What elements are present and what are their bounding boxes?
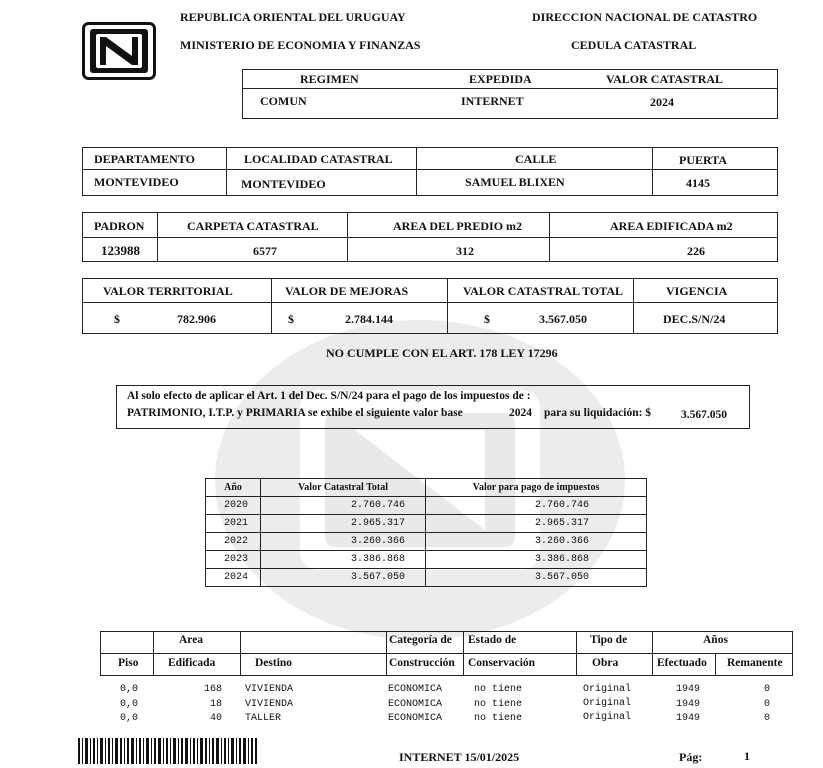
building-piso: 0,0: [120, 684, 139, 695]
summary-regimen-value: COMUN: [260, 94, 307, 108]
tax-box-year: 2024: [509, 407, 532, 419]
document-title: CEDULA CATASTRAL: [571, 38, 697, 52]
padron-value: 123988: [101, 243, 140, 258]
compliance-notice: NO CUMPLE CON EL ART. 178 LEY 17296: [326, 346, 558, 360]
building-estado: no tiene: [474, 684, 523, 695]
territorial-value: 782.906: [177, 312, 216, 326]
barcode-icon: [78, 738, 258, 764]
table-row: [206, 533, 647, 551]
buildings-h-conservacion: Conservación: [468, 657, 536, 669]
building-categoria: ECONOMICA: [388, 699, 443, 710]
building-destino: VIVIENDA: [245, 684, 294, 695]
values-box: [82, 278, 778, 334]
departamento-value: MONTEVIDEO: [94, 175, 179, 189]
building-categoria: ECONOMICA: [388, 684, 443, 695]
building-destino: TALLER: [245, 713, 282, 724]
building-area: 168: [204, 684, 223, 695]
building-remanente: 0: [764, 684, 771, 695]
ministry-name: MINISTERIO DE ECONOMIA Y FINANZAS: [180, 38, 421, 52]
mejoras-currency: $: [288, 312, 294, 326]
vigencia-value: DEC.S/N/24: [663, 312, 726, 326]
history-total: 3.260.366: [261, 533, 426, 551]
building-tipo: Original: [583, 698, 632, 709]
summary-box: [242, 69, 778, 119]
summary-expedida-value: INTERNET: [461, 94, 524, 108]
building-destino: VIVIENDA: [245, 699, 294, 710]
building-remanente: 0: [764, 699, 771, 710]
tax-box-line2: PATRIMONIO, I.T.P. y PRIMARIA se exhibe el siguiente valor base: [127, 407, 463, 419]
parcel-label-carpeta: CARPETA CATASTRAL: [187, 219, 319, 233]
tax-base-box: [116, 385, 750, 429]
buildings-h-remanente: Remanente: [727, 657, 783, 669]
total-value: 3.567.050: [539, 312, 587, 326]
tax-box-liquidacion: para su liquidación: $: [544, 407, 652, 419]
history-total: 3.386.868: [261, 551, 426, 569]
history-year: 2024: [206, 569, 261, 587]
total-currency: $: [484, 312, 490, 326]
footer-issued: INTERNET 15/01/2025: [399, 750, 520, 764]
building-estado: no tiene: [474, 713, 523, 724]
history-tax: 2.760.746: [426, 497, 647, 515]
buildings-h-efectuado: Efectuado: [657, 657, 707, 669]
mejoras-value: 2.784.144: [345, 312, 393, 326]
building-estado: no tiene: [474, 699, 523, 710]
history-tax: 3.567.050: [426, 569, 647, 587]
history-header-row: [206, 479, 647, 497]
location-box: [82, 147, 778, 196]
catastro-logo-icon: [82, 22, 156, 80]
history-header-tax: Valor para pago de impuestos: [426, 479, 647, 497]
parcel-box: [82, 212, 778, 262]
history-total: 3.567.050: [261, 569, 426, 587]
building-piso: 0,0: [120, 699, 139, 710]
location-label-localidad: LOCALIDAD CATASTRAL: [244, 152, 393, 166]
values-label-territorial: VALOR TERRITORIAL: [103, 284, 233, 298]
tax-box-amount: 3.567.050: [681, 409, 727, 421]
history-tax: 2.965.317: [426, 515, 647, 533]
history-total: 2.760.746: [261, 497, 426, 515]
localidad-value: MONTEVIDEO: [241, 177, 326, 191]
history-year: 2023: [206, 551, 261, 569]
footer-page-number: 1: [744, 749, 750, 763]
table-row: [206, 569, 647, 587]
values-label-total: VALOR CATASTRAL TOTAL: [463, 284, 624, 298]
parcel-label-area-edificada: AREA EDIFICADA m2: [610, 219, 733, 233]
summary-valor-value: 2024: [650, 95, 674, 109]
calle-value: SAMUEL BLIXEN: [465, 175, 565, 189]
buildings-header-box: [100, 631, 793, 676]
building-tipo: Original: [583, 684, 632, 695]
republic-name: REPUBLICA ORIENTAL DEL URUGUAY: [180, 10, 406, 24]
agency-name: DIRECCION NACIONAL DE CATASTRO: [532, 10, 758, 24]
location-label-puerta: PUERTA: [679, 153, 728, 167]
building-area: 40: [210, 713, 223, 724]
location-label-calle: CALLE: [515, 152, 557, 166]
summary-label-expedida: EXPEDIDA: [469, 72, 532, 86]
table-row: [206, 551, 647, 569]
buildings-h-destino: Destino: [255, 657, 293, 669]
buildings-h-categoria: Categoría de: [389, 634, 452, 646]
building-efectuado: 1949: [676, 684, 701, 695]
buildings-h-construccion: Construcción: [389, 657, 455, 669]
parcel-label-area-predio: AREA DEL PREDIO m2: [393, 219, 523, 233]
puerta-value: 4145: [686, 176, 710, 190]
carpeta-value: 6577: [253, 244, 277, 258]
buildings-h-piso: Piso: [118, 657, 139, 669]
history-year: 2020: [206, 497, 261, 515]
footer-page-label: Pág:: [679, 750, 703, 764]
area-predio-value: 312: [456, 244, 474, 258]
buildings-h-obra: Obra: [592, 657, 619, 669]
history-header-total: Valor Catastral Total: [261, 479, 426, 497]
history-tax: 3.386.868: [426, 551, 647, 569]
values-label-mejoras: VALOR DE MEJORAS: [285, 284, 409, 298]
buildings-h-anos: Años: [703, 634, 728, 646]
building-tipo: Original: [583, 712, 632, 723]
buildings-h-estado: Estado de: [468, 634, 517, 646]
building-efectuado: 1949: [676, 699, 701, 710]
location-label-departamento: DEPARTAMENTO: [94, 152, 195, 166]
values-label-vigencia: VIGENCIA: [666, 284, 728, 298]
history-year: 2021: [206, 515, 261, 533]
history-year: 2022: [206, 533, 261, 551]
buildings-h-edificada: Edificada: [168, 657, 216, 669]
parcel-label-padron: PADRON: [94, 219, 145, 233]
history-tax: 3.260.366: [426, 533, 647, 551]
history-header-year: Año: [206, 479, 261, 497]
building-remanente: 0: [764, 713, 771, 724]
building-piso: 0,0: [120, 713, 139, 724]
buildings-h-area: Area: [179, 634, 204, 646]
building-efectuado: 1949: [676, 713, 701, 724]
summary-label-regimen: REGIMEN: [300, 72, 359, 86]
history-total: 2.965.317: [261, 515, 426, 533]
building-area: 18: [210, 699, 223, 710]
table-row: [206, 515, 647, 533]
building-categoria: ECONOMICA: [388, 713, 443, 724]
summary-label-valor: VALOR CATASTRAL: [606, 72, 724, 86]
table-row: [206, 497, 647, 515]
area-edificada-value: 226: [687, 244, 705, 258]
tax-box-line1: Al solo efecto de aplicar el Art. 1 del Dec. S/N/24 para el pago de los impuestos de :: [127, 390, 531, 402]
territorial-currency: $: [114, 312, 120, 326]
history-table: [205, 478, 647, 587]
buildings-h-tipo: Tipo de: [590, 634, 628, 646]
